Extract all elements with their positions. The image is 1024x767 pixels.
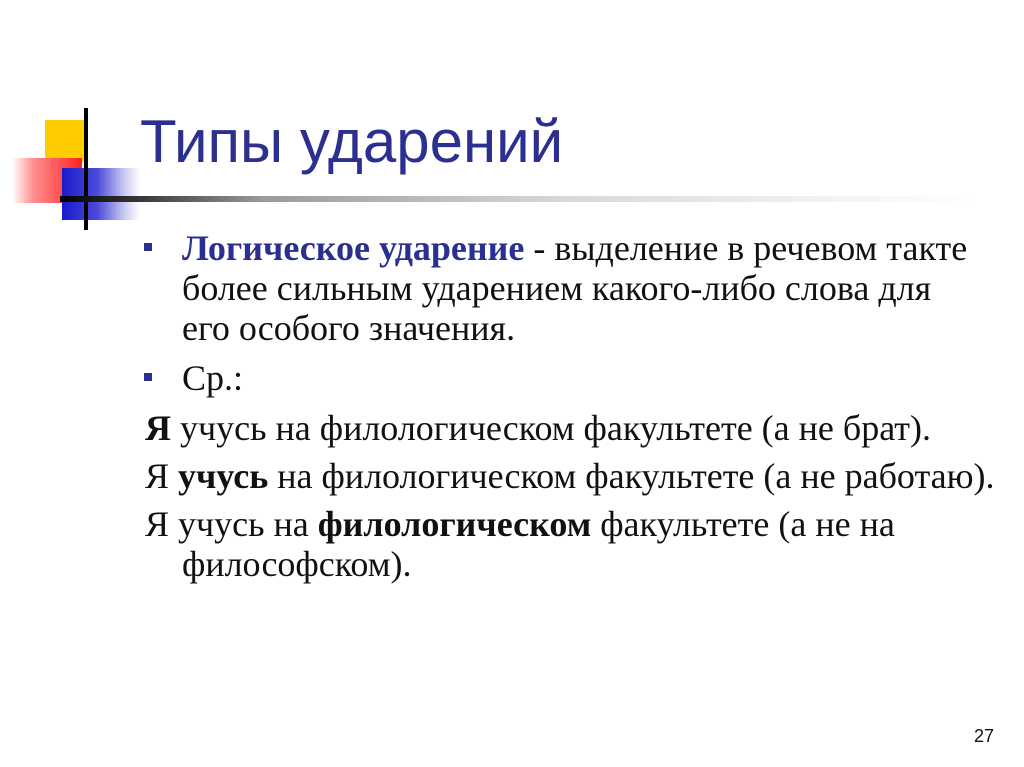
- term-logical-stress: Логическое ударение: [182, 228, 525, 268]
- page-number: 27: [973, 726, 994, 746]
- bullet-square-icon: [144, 373, 152, 381]
- example-stressed-word: Я: [145, 408, 171, 448]
- bullet-item-definition: [182, 228, 982, 348]
- compare-label: Ср.:: [182, 358, 244, 398]
- slide-content: [0, 228, 1000, 592]
- example-text-before: Я учусь на: [145, 504, 318, 544]
- example-text-after: факультете (а не на философском).: [182, 504, 895, 584]
- bullet-square-icon: [144, 243, 152, 251]
- example-text-after: учусь на филологическом факультете (а не брат).: [171, 408, 931, 448]
- blue-square-decoration: [62, 168, 140, 220]
- example-sentence-2: [145, 456, 1002, 496]
- title-underline: [60, 196, 980, 202]
- example-text-after: на филологическом факультете (а не работаю).: [268, 456, 995, 496]
- definition-text: - выделение в речевом такте более сильным ударением какого-либо слова для его особого значения.: [182, 228, 968, 348]
- example-sentence-3: [145, 504, 1002, 584]
- bullet-item-compare: [182, 358, 982, 398]
- yellow-square-decoration: [45, 120, 85, 162]
- slide-title: Типы ударений: [140, 108, 564, 175]
- example-stressed-word: учусь: [178, 456, 269, 496]
- vertical-line-decoration: [84, 108, 88, 230]
- example-text-before: Я: [145, 456, 179, 496]
- example-sentence-1: [145, 408, 1002, 448]
- example-stressed-word: филологическом: [317, 504, 592, 544]
